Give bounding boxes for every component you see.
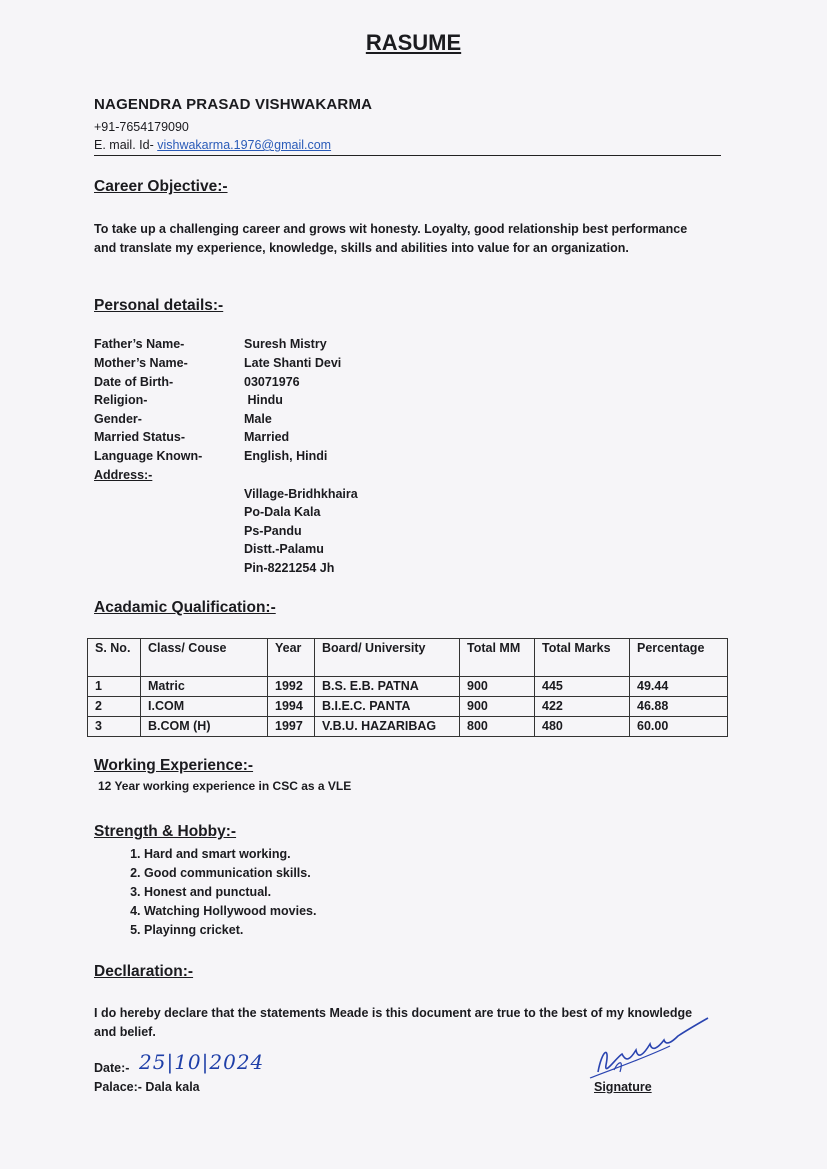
header-divider	[94, 155, 721, 156]
table-cell: 800	[460, 717, 535, 737]
detail-label: Religion-	[94, 393, 148, 407]
address-line-text: Pin-8221254 Jh	[244, 561, 335, 575]
signature-label: Signature	[594, 1080, 652, 1094]
detail-label: Father’s Name-	[94, 337, 185, 351]
table-cell: V.B.U. HAZARIBAG	[315, 717, 460, 737]
table-cell: B.I.E.C. PANTA	[315, 697, 460, 717]
hobby-list	[94, 845, 316, 940]
email-line	[94, 138, 331, 152]
email-link[interactable]: vishwakarma.1976@gmail.com	[157, 138, 332, 152]
column-header: Board/ University	[315, 639, 460, 677]
career-objective-text: To take up a challenging career and grows wit honesty. Loyalty, good relationship best performance and translate my experience, knowledge, skills and abilities into value for an organization.	[94, 222, 688, 255]
declaration-text: I do hereby declare that the statements Meade is this document are true to the best of my knowledge and belief.	[94, 1006, 693, 1039]
academic-heading: Acadamic Qualification:-	[94, 599, 276, 616]
address-label: Address:-	[94, 468, 153, 482]
table-cell: 900	[460, 677, 535, 697]
address-line-text: Ps-Pandu	[244, 524, 302, 538]
detail-label: Language Known-	[94, 449, 203, 463]
table-cell: B.COM (H)	[141, 717, 268, 737]
column-header: S. No.	[88, 639, 141, 677]
address-line-text: Po-Dala Kala	[244, 505, 321, 519]
detail-value: 03071976	[244, 375, 300, 389]
signature-image	[580, 1010, 715, 1090]
date-label: Date:-	[94, 1061, 130, 1075]
detail-value: Suresh Mistry	[244, 337, 327, 351]
address-line-text: Distt.-Palamu	[244, 542, 324, 556]
column-header: Year	[268, 639, 315, 677]
column-header: Class/ Couse	[141, 639, 268, 677]
career-objective-heading: Career Objective:-	[94, 178, 228, 195]
column-header: Total MM	[460, 639, 535, 677]
table-row	[88, 697, 728, 717]
table-cell: Matric	[141, 677, 268, 697]
table-cell: 422	[535, 697, 630, 717]
detail-value: Married	[244, 430, 290, 444]
column-header: Percentage	[630, 639, 728, 677]
table-cell: 445	[535, 677, 630, 697]
table-cell: 3	[88, 717, 141, 737]
work-experience-heading: Working Experience:-	[94, 757, 254, 774]
list-item: 1. Hard and smart working.	[144, 845, 316, 864]
detail-label: Married Status-	[94, 430, 185, 444]
table-cell: 60.00	[630, 717, 728, 737]
academic-table	[87, 638, 728, 737]
table-cell: 900	[460, 697, 535, 717]
table-cell: 2	[88, 697, 141, 717]
handwritten-date: 25|10|2024	[139, 1050, 265, 1074]
table-cell: 1994	[268, 697, 315, 717]
table-cell: 46.88	[630, 697, 728, 717]
table-cell: 480	[535, 717, 630, 737]
table-header-row	[88, 639, 728, 677]
table-row	[88, 677, 728, 697]
phone-number: +91-7654179090	[94, 120, 189, 134]
detail-label: Date of Birth-	[94, 375, 174, 389]
column-header: Total Marks	[535, 639, 630, 677]
table-cell: B.S. E.B. PATNA	[315, 677, 460, 697]
table-cell: I.COM	[141, 697, 268, 717]
detail-label: Mother’s Name-	[94, 356, 188, 370]
declaration-heading: Decllaration:-	[94, 963, 194, 980]
table-row	[88, 717, 728, 737]
document-title: RASUME	[365, 30, 462, 55]
table-cell: 1997	[268, 717, 315, 737]
address-line-text: Village-Bridhkhaira	[244, 487, 358, 501]
detail-value: Hindu	[244, 393, 283, 407]
detail-value: English, Hindi	[244, 449, 328, 463]
detail-value: Late Shanti Devi	[244, 356, 342, 370]
applicant-name: NAGENDRA PRASAD VISHWAKARMA	[94, 96, 373, 113]
personal-details-heading: Personal details:-	[94, 297, 224, 314]
work-experience-text: 12 Year working experience in CSC as a VLE	[98, 779, 352, 793]
strength-hobby-heading: Strength & Hobby:-	[94, 823, 237, 840]
list-item: 3. Honest and punctual.	[144, 883, 316, 902]
list-item: 2. Good communication skills.	[144, 864, 316, 883]
detail-label: Gender-	[94, 412, 142, 426]
place-text: Palace:- Dala kala	[94, 1080, 200, 1094]
table-cell: 1	[88, 677, 141, 697]
list-item: 5. Playinng cricket.	[144, 921, 316, 940]
email-label: E. mail. Id-	[94, 138, 158, 152]
table-cell: 49.44	[630, 677, 728, 697]
table-cell: 1992	[268, 677, 315, 697]
detail-value: Male	[244, 412, 272, 426]
list-item: 4. Watching Hollywood movies.	[144, 902, 316, 921]
